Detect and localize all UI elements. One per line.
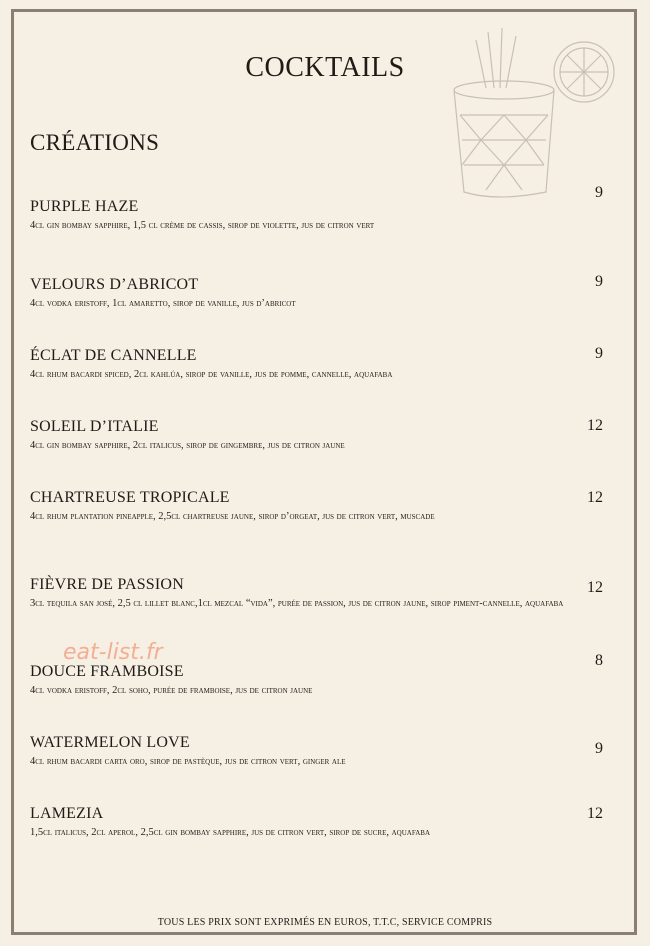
menu-item — [30, 417, 620, 454]
menu-item — [30, 662, 620, 699]
item-description: 3cl tequila san josé, 2,5 cl lillet blanc,1cl mezcal “vida”, purée de passion, jus de citron jaune, sirop piment-cannelle, aquafaba — [30, 598, 564, 609]
section-heading: CRÉATIONS — [30, 130, 160, 155]
watermark: eat-list.fr — [63, 640, 163, 665]
menu-item — [30, 575, 620, 612]
item-description: 4cl rhum bacardi spiced, 2cl kahlúa, sirop de vanille, jus de pomme, cannelle, aquafaba — [30, 369, 393, 380]
item-description: 1,5cl italicus, 2cl aperol, 2,5cl gin bombay sapphire, jus de citron vert, sirop de sucre, aquafaba — [30, 827, 430, 838]
item-price: 9 — [595, 273, 603, 290]
menu-item — [30, 804, 620, 841]
item-description: 4cl vodka eristoff, 1cl amaretto, sirop de vanille, jus d’abricot — [30, 298, 296, 309]
item-name: DOUCE FRAMBOISE — [30, 663, 184, 680]
menu-item — [30, 733, 620, 770]
item-price: 12 — [587, 805, 603, 822]
item-name: PURPLE HAZE — [30, 198, 139, 215]
item-price: 9 — [595, 184, 603, 201]
item-description: 4cl gin bombay sapphire, 2cl italicus, sirop de gingembre, jus de citron jaune — [30, 440, 345, 451]
menu-item — [30, 275, 620, 312]
item-price: 9 — [595, 345, 603, 362]
item-description: 4cl rhum plantation pineapple, 2,5cl chartreuse jaune, sirop d’orgeat, jus de citron vert, muscade — [30, 511, 435, 522]
menu-item — [30, 197, 620, 234]
item-name: ÉCLAT DE CANNELLE — [30, 347, 197, 364]
item-price: 12 — [587, 579, 603, 596]
cocktail-glass-icon — [436, 20, 626, 210]
item-name: WATERMELON LOVE — [30, 734, 190, 751]
item-name: CHARTREUSE TROPICALE — [30, 489, 230, 506]
menu-item — [30, 346, 620, 383]
menu-title: COCKTAILS — [245, 52, 405, 83]
item-name: LAMEZIA — [30, 805, 104, 822]
item-price: 12 — [587, 489, 603, 506]
price-notice: TOUS LES PRIX SONT EXPRIMÉS EN EUROS, T.T.C, SERVICE COMPRIS — [157, 917, 493, 928]
item-name: SOLEIL D’ITALIE — [30, 418, 159, 435]
item-price: 8 — [595, 652, 603, 669]
item-description: 4cl gin bombay sapphire, 1,5 cl crème de cassis, sirop de violette, jus de citron vert — [30, 220, 375, 231]
item-description: 4cl rhum bacardi carta oro, sirop de pastèque, jus de citron vert, ginger ale — [30, 756, 346, 767]
menu-item — [30, 488, 620, 525]
item-name: FIÈVRE DE PASSION — [30, 576, 184, 593]
item-price: 12 — [587, 417, 603, 434]
item-description: 4cl vodka eristoff, 2cl soho, purée de framboise, jus de citron jaune — [30, 685, 313, 696]
item-price: 9 — [595, 740, 603, 757]
item-name: VELOURS D’ABRICOT — [30, 276, 199, 293]
